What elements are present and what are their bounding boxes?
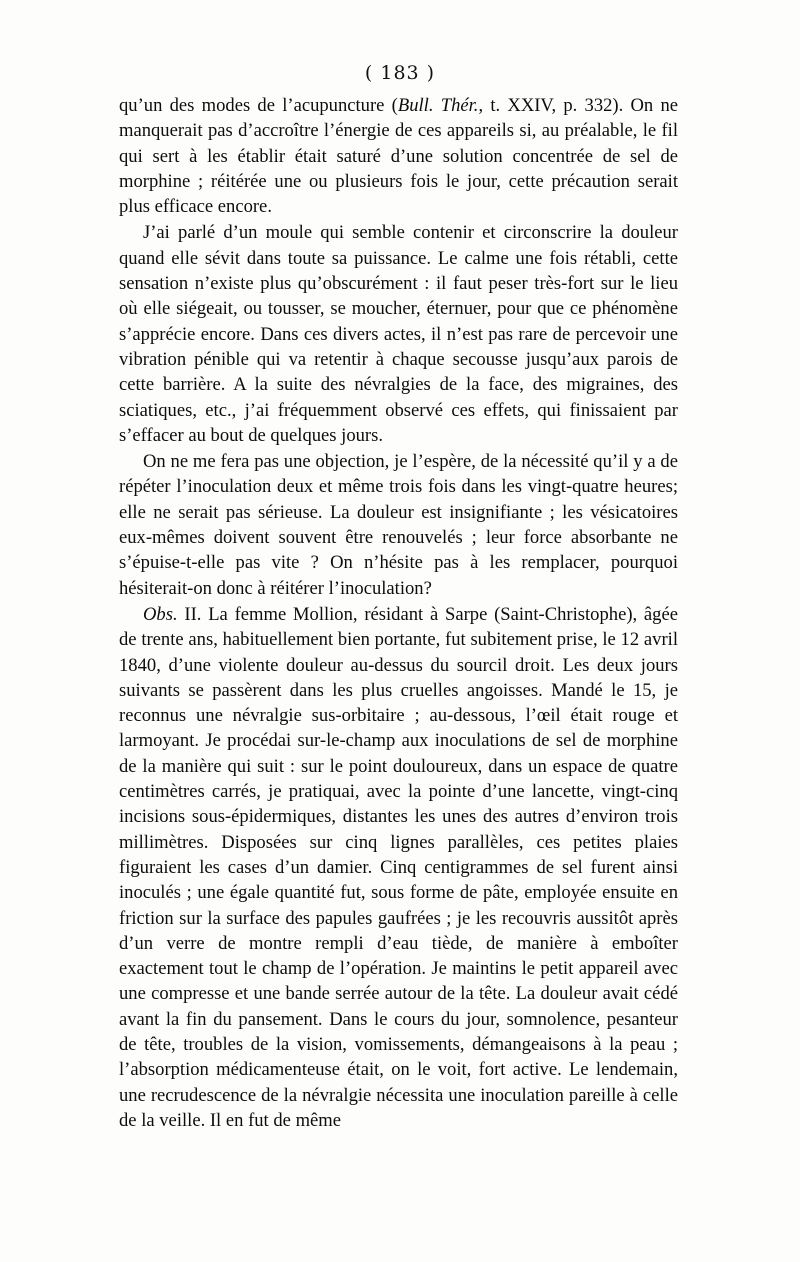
paragraph-moule [119, 220, 678, 448]
paragraph-acupuncture [119, 93, 678, 219]
obs-label: Obs. [143, 603, 178, 625]
body-text [119, 93, 678, 1133]
text-run: J’ai parlé d’un moule qui semble contenir et circonscrire la douleur quand elle sévit dans toute sa puissance. Le calme une fois rétabli, cette sensation n’existe plus qu’obscurément : il faut peser très-fort sur le lieu où elle siégeait, ou tousser, se moucher, éternuer, pour que ce phénomène s’apprécie encore. Dans ces divers actes, il n’est pas rare de percevoir une vibration pénible qui va retentir à chaque secousse jusqu’aux parois de cette barrière. A la suite des névralgies de la face, des migraines, des sciatiques, etc., j’ai fréquemment observé ces effets, qui finissaient par s’effacer au bout de quelques jours. [119, 222, 678, 446]
paragraph-objection [119, 449, 678, 601]
text-run: qu’un des modes de l’acupuncture ( [119, 95, 398, 116]
text-run: On ne me fera pas une objection, je l’espère, de la nécessité qu’il y a de répéter l’inoculation deux et même trois fois dans les vingt-quatre heures; elle ne serait pas sérieuse. La douleur est insignifiante ; les vésicatoires eux-mêmes doivent souvent être renouvelés ; leur force absorbante ne s’épuise-t-elle pas vite ? On n’hésite pas à les remplacer, pourquoi hésiterait-on donc à réitérer l’inoculation? [119, 451, 678, 599]
paragraph-observation-ii [119, 602, 678, 1133]
page-number: ( 183 ) [364, 62, 436, 84]
text-run: , t. XXIV, p. 332). On ne manquerait pas d’accroître l’énergie de ces appareils si, au préalable, le fil qui sert à les établir était saturé d’une solution concentrée de sel de morphine ; réitérée une ou plusieurs fois le jour, cette précaution serait plus efficace encore. [119, 95, 679, 218]
text-run: II. La femme Mollion, résidant à Sarpe (Saint-Christophe), âgée de trente ans, habituellement bien portante, fut subitement prise, le 12 avril 1840, d’une violente douleur au-dessus du sourcil droit. Les deux jours suivants se passèrent dans les plus cruelles angoisses. Mandé le 15, je reconnus une névralgie sus-orbitaire ; au-dessous, l’œil était rouge et larmoyant. Je procédai sur-le-champ aux inoculations de sel de morphine de la manière qui suit : sur le point douloureux, dans un espace de quatre centimètres carrés, je pratiquai, avec la pointe d’une lancette, vingt-cinq incisions sous-épidermiques, distantes les unes des autres d’environ trois millimètres. Disposées sur cinq lignes parallèles, ces petites plaies figuraient les cases d’un damier. Cinq centigrammes de sel furent ainsi inoculés ; une égale quantité fut, sous forme de pâte, employée ensuite en friction sur la surface des papules gaufrées ; je les recouvris aussitôt après d’un verre de montre rempli d’eau tiède, de manière à emboîter exactement tout le champ de l’opération. Je maintins le petit appareil avec une compresse et une bande serrée autour de la tête. La douleur avait cédé avant la fin du pansement. Dans le cours du jour, somnolence, pesanteur de tête, troubles de la vision, vomissements, démangeaisons à la peau ; l’absorption médicamenteuse était, on le voit, fort active. Le lendemain, une recrudescence de la névralgie nécessita une inoculation pareille à celle de la veille. Il en fut de même [119, 603, 678, 1131]
citation-italic: Bull. Thér. [397, 95, 479, 116]
